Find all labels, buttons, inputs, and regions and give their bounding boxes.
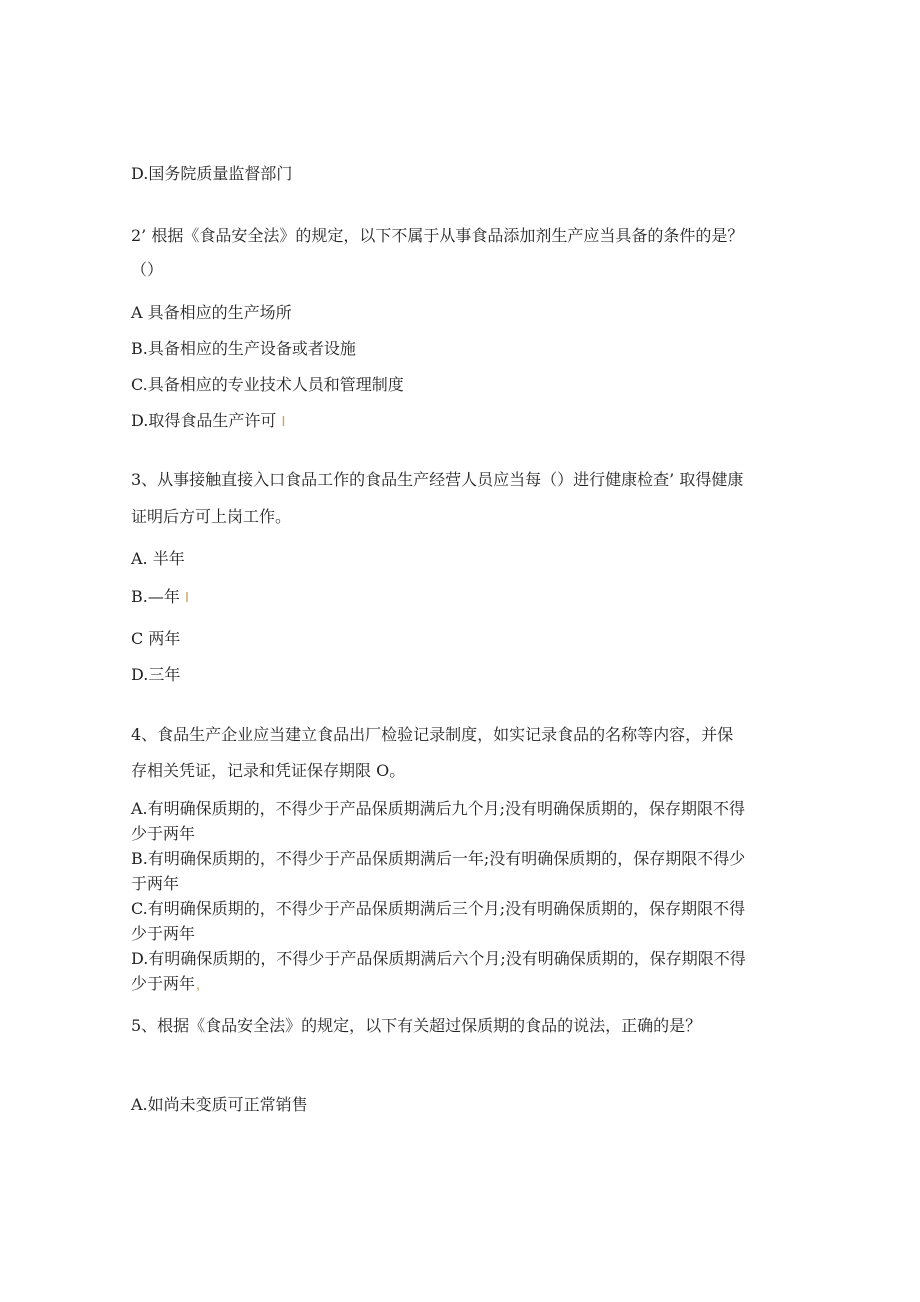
- q4-option-b-line2: 于两年: [131, 874, 180, 893]
- q4-option-d-line2: [131, 972, 200, 997]
- q2-option-b: B.具备相应的生产设备或者设施: [131, 339, 356, 358]
- q3-option-b: [131, 585, 189, 610]
- q4-option-c-line2: 少于两年: [131, 924, 196, 943]
- q3-answer-mark: I: [184, 589, 190, 606]
- q4-stem-line2: 存相关凭证，记录和凭证保存期限 O。: [131, 761, 406, 780]
- q2-option-d-text: D.取得食品生产许可: [131, 411, 277, 430]
- q4-option-c-line1: C.有明确保质期的，不得少于产品保质期满后三个月;没有明确保质期的，保存期限不得: [131, 899, 746, 918]
- q4-option-d-line2-text: 少于两年: [131, 974, 196, 993]
- q2-stem-line1: 2’ 根据《食品安全法》的规定，以下不属于从事食品添加剂生产应当具备的条件的是？: [131, 226, 744, 245]
- q4-stem-line1: 4、食品生产企业应当建立食品出厂检验记录制度，如实记录食品的名称等内容，并保: [131, 725, 734, 744]
- q2-stem-line2: （）: [131, 260, 164, 279]
- q3-option-c: C 两年: [131, 629, 181, 648]
- q4-option-a-line1: A.有明确保质期的，不得少于产品保质期满后九个月;没有明确保质期的，保存期限不得: [131, 799, 746, 818]
- q2-answer-mark: I: [281, 413, 286, 430]
- q2-option-d: [131, 409, 286, 434]
- q3-option-a: A. 半年: [131, 549, 185, 568]
- q4-option-b-line1: B.有明确保质期的，不得少于产品保质期满后一年;没有明确保质期的，保存期限不得少: [131, 849, 746, 868]
- q3-option-b-text: B.—年: [131, 587, 180, 606]
- q5-stem-line1: 5、根据《食品安全法》的规定，以下有关超过保质期的食品的说法，正确的是？: [131, 1016, 702, 1035]
- q4-answer-mark: ,: [196, 976, 201, 993]
- q1-option-d: D.国务院质量监督部门: [131, 164, 293, 183]
- q2-option-c: C.具备相应的专业技术人员和管理制度: [131, 375, 404, 394]
- q4-option-d-line1: D.有明确保质期的，不得少于产品保质期满后六个月;没有明确保质期的，保存期限不得: [131, 949, 746, 968]
- q4-option-a-line2: 少于两年: [131, 824, 196, 843]
- q2-option-a: A 具备相应的生产场所: [131, 303, 292, 322]
- q3-option-d: D.三年: [131, 665, 181, 684]
- q3-stem-line2: 证明后方可上岗工作。: [131, 507, 292, 526]
- q5-option-a: A.如尚未变质可正常销售: [131, 1095, 308, 1114]
- q3-stem-line1: 3、从事接触直接入口食品工作的食品生产经营人员应当每（）进行健康检查’ 取得健康: [131, 470, 744, 489]
